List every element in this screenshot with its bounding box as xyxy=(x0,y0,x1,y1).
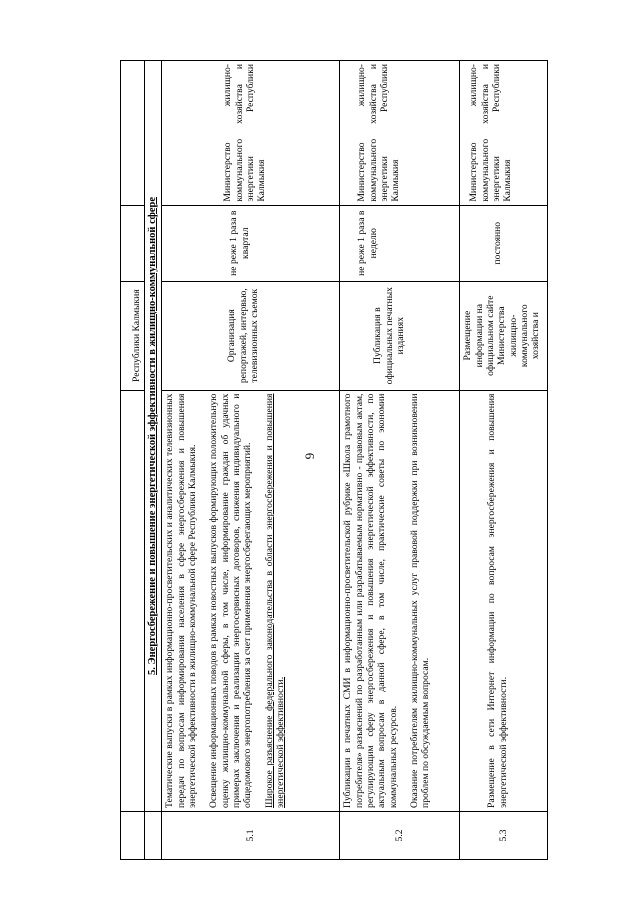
row-executor xyxy=(340,61,460,206)
row-term-text: не реже 1 раза в неделю xyxy=(356,210,379,276)
row-executor-text: Министерство жилищно-коммунального хозяйства и энергетики Республики Калмыкия xyxy=(222,64,268,202)
section-title: 5. Энергосбережение и повышение энергетической эффективности в жилищно-коммунальной сфере xyxy=(145,61,162,812)
row-number: 5.3 xyxy=(460,811,548,859)
row-number: 5.2 xyxy=(340,811,460,859)
row-form xyxy=(162,281,340,390)
row-term xyxy=(162,205,340,281)
row-paragraph: Тематические выпуски в рамках информационно-просветительских и аналитических телевизионных передач по вопросам информирования населения в сфере энергосбережения и повышения энергетической эффективности в жилищно-коммунальной сфере Республики Калмыкия. xyxy=(164,393,198,808)
page-number: 6 xyxy=(302,452,318,460)
header-cell-region: Республики Калмыкия xyxy=(121,281,145,390)
row-description xyxy=(340,390,460,811)
table-row xyxy=(460,61,548,860)
row-paragraph: Публикации в печатных СМИ в информационно-просветительской рубрике «Школа грамотного потребителя» разъяснений по разработанным или разрабатываемым нормативно - правовым актам, регулирующим сферу энергосбережения и повышения энергетической эффективности, по актуальным вопросам в данной сфере, в том числе, практические советы по экономии коммунальных ресурсов. xyxy=(342,393,399,808)
row-paragraph: Освещение информационных поводов в рамках новостных выпусков формирующих положительную оценку жилищно-коммунальной сферы, в том числе, информирование граждан об удачных примерах заключения и реализации энергосервисных договоров, снижения индивидуального и общедомового энергопотребления за счет применения энергосберегающих мероприятий. xyxy=(208,393,254,808)
header-cell-empty xyxy=(121,811,145,859)
row-executor xyxy=(162,61,340,206)
row-executor-text: Министерство жилищно-коммунального хозяйства и энергетики Республики Калмыкия xyxy=(356,64,402,202)
row-paragraph: Оказание потребителям жилищно-коммунальных услуг правовой поддержки при возникновении проблем по обсуждаемым вопросам. xyxy=(408,393,432,808)
row-form-text: Публикация в официальных печатных изданиях xyxy=(372,287,406,385)
table-row xyxy=(162,61,340,860)
row-description xyxy=(162,390,340,811)
row-form: Размещение информации на официальном сайте Министерства жилищно-коммунального хозяйства и xyxy=(460,281,548,390)
row-term xyxy=(460,205,548,281)
row-form-text: Организация репортажей, интервью, телевизионных съемок xyxy=(226,288,260,384)
row-executor xyxy=(460,61,548,206)
table-header-row xyxy=(121,61,145,860)
section-row xyxy=(145,61,162,860)
row-executor-text: Министерство жилищно-коммунального хозяйства и энергетики Республики Калмыкия xyxy=(468,64,514,202)
row-paragraph: Размещение в сети Интернет информации по вопросам энергосбережения и повышения энергетической эффективности. xyxy=(486,393,509,808)
table-row xyxy=(340,61,460,860)
row-term-text: не реже 1 раза в квартал xyxy=(228,210,251,276)
header-cell-empty xyxy=(121,205,145,281)
header-cell-empty xyxy=(121,390,145,811)
header-cell-empty xyxy=(121,61,145,206)
row-term-text: постоянно xyxy=(492,221,504,265)
row-term xyxy=(340,205,460,281)
row-paragraph: Широкое разъяснение федерального законодательства в области энергосбережения и повышения энергетической эффективности. xyxy=(263,393,286,808)
row-form xyxy=(340,281,460,390)
section-num-cell xyxy=(145,811,162,859)
row-description xyxy=(460,390,548,811)
row-number: 5.1 xyxy=(162,811,340,859)
measures-table xyxy=(120,60,548,860)
